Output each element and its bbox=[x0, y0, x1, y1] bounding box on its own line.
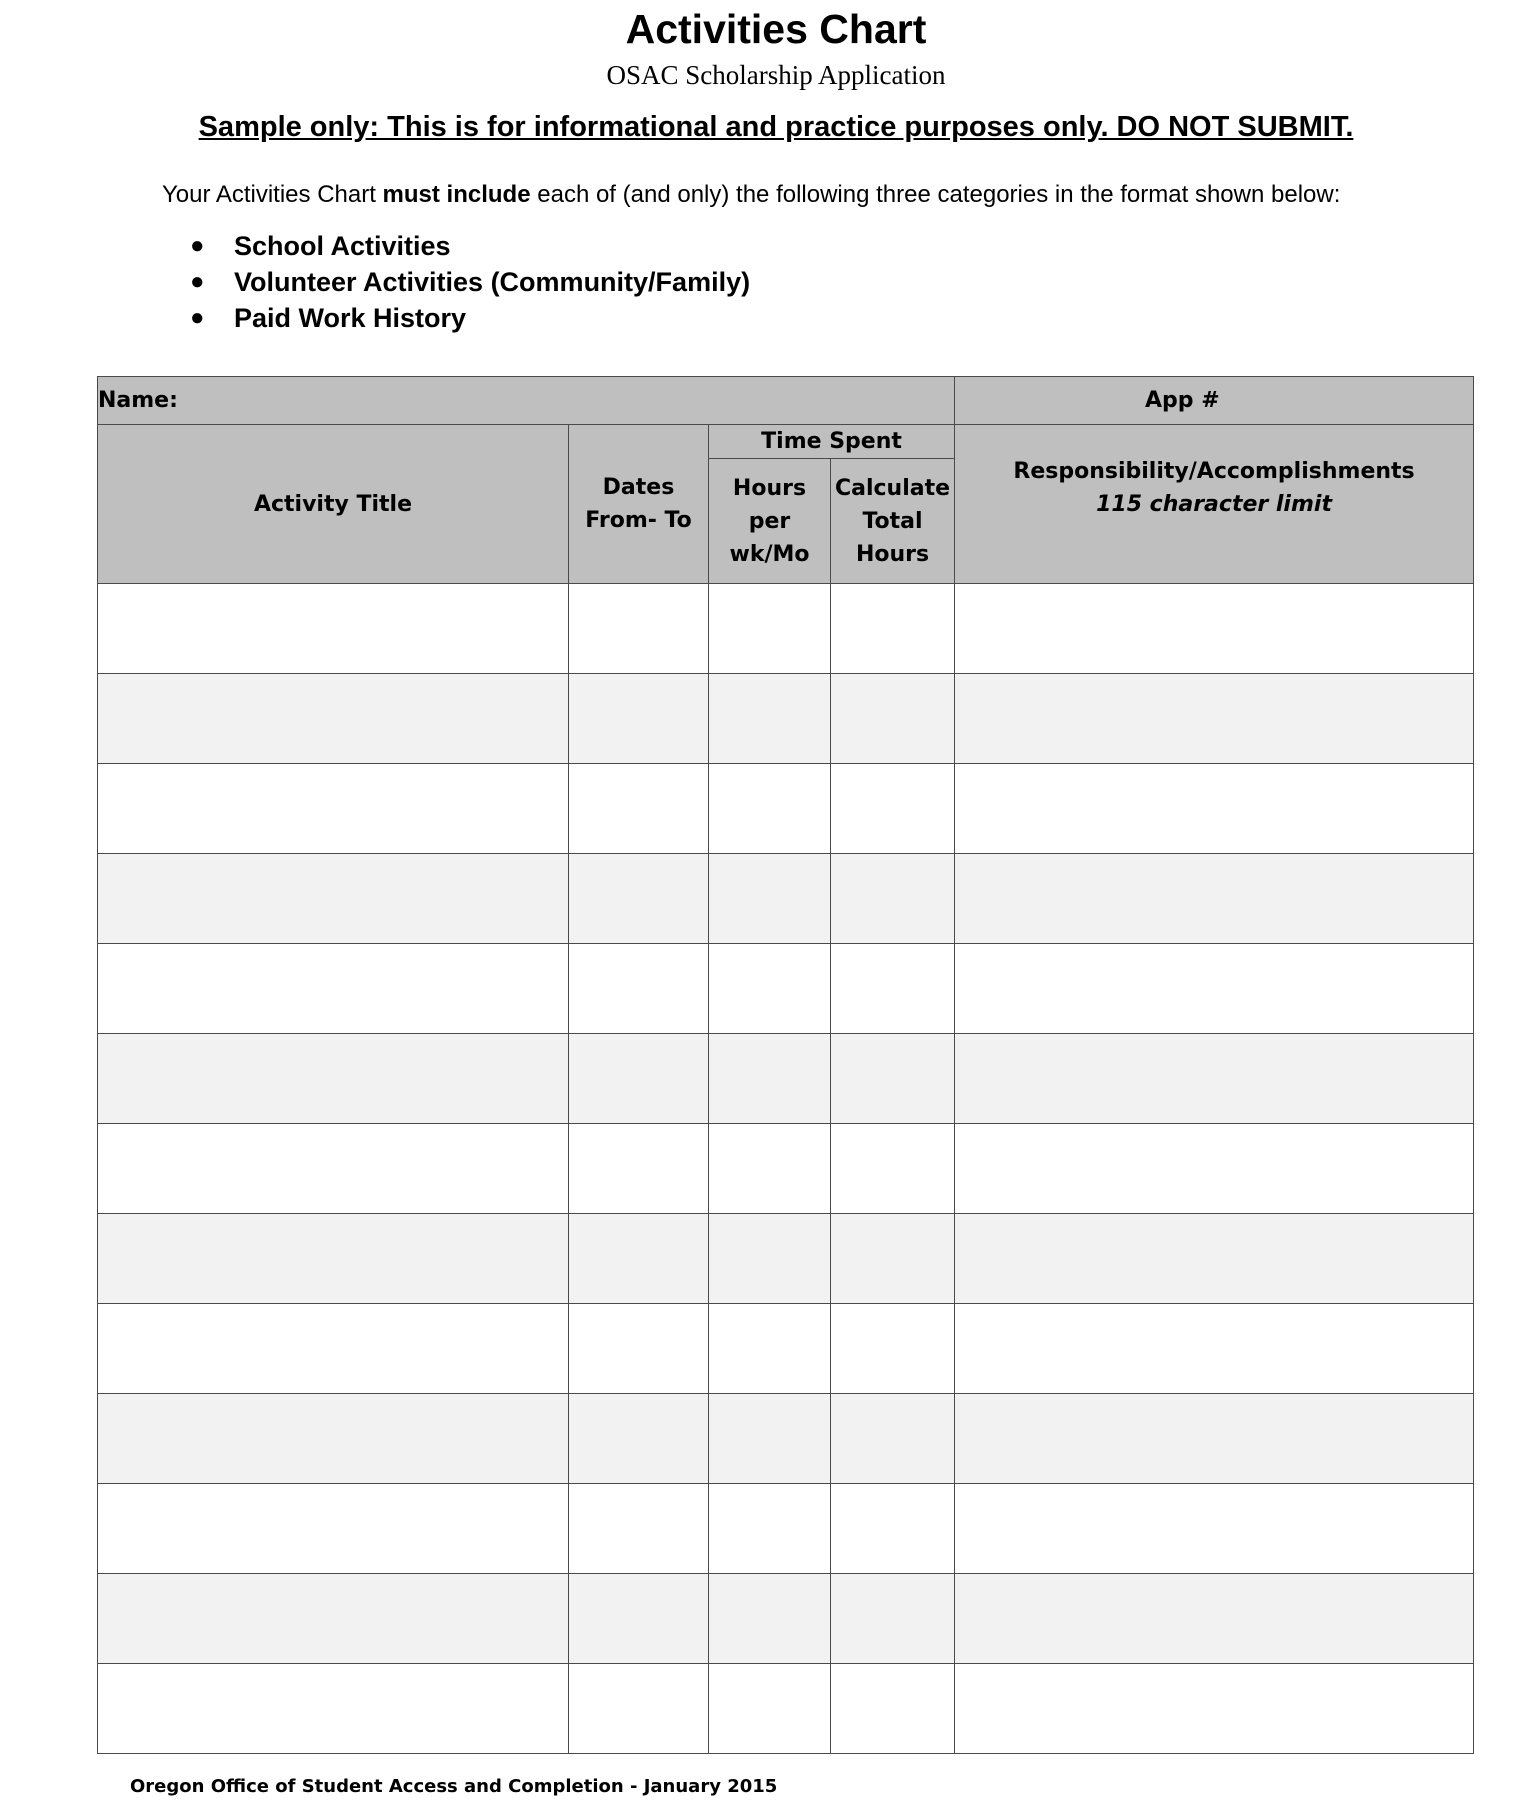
col-total-line3: Hours bbox=[855, 541, 930, 567]
hours-cell[interactable] bbox=[709, 1124, 831, 1214]
responsibility-cell[interactable] bbox=[955, 764, 1474, 854]
table-row bbox=[98, 1034, 1474, 1124]
col-time-spent: Time Spent bbox=[709, 425, 955, 459]
table-row bbox=[98, 1484, 1474, 1574]
activity-cell[interactable] bbox=[98, 674, 569, 764]
col-resp-note: 115 character limit bbox=[1096, 491, 1332, 517]
hours-cell[interactable] bbox=[709, 1214, 831, 1304]
hours-cell[interactable] bbox=[709, 584, 831, 674]
table-row bbox=[98, 944, 1474, 1034]
hours-cell[interactable] bbox=[709, 1664, 831, 1754]
col-total-hours bbox=[831, 459, 955, 584]
total-hours-cell[interactable] bbox=[831, 674, 955, 764]
category-label: Paid Work History bbox=[234, 303, 467, 333]
hours-cell[interactable] bbox=[709, 854, 831, 944]
total-hours-cell[interactable] bbox=[831, 1304, 955, 1394]
col-dates bbox=[569, 425, 709, 584]
table-row bbox=[98, 1394, 1474, 1484]
table-row bbox=[98, 1214, 1474, 1304]
total-hours-cell[interactable] bbox=[831, 1214, 955, 1304]
dates-cell[interactable] bbox=[569, 854, 709, 944]
responsibility-cell[interactable] bbox=[955, 1124, 1474, 1214]
activity-cell[interactable] bbox=[98, 1664, 569, 1754]
category-label: School Activities bbox=[234, 231, 451, 261]
table-row bbox=[98, 584, 1474, 674]
col-resp-label: Responsibility/Accomplishments bbox=[1013, 458, 1415, 484]
intro-after: each of (and only) the following three categories in the format shown below: bbox=[530, 181, 1341, 208]
activity-cell[interactable] bbox=[98, 1304, 569, 1394]
responsibility-cell[interactable] bbox=[955, 854, 1474, 944]
activity-cell[interactable] bbox=[98, 1034, 569, 1124]
activity-cell[interactable] bbox=[98, 1124, 569, 1214]
category-item bbox=[190, 228, 750, 264]
col-hours-line2: per bbox=[748, 508, 791, 534]
total-hours-cell[interactable] bbox=[831, 764, 955, 854]
table-body bbox=[98, 584, 1474, 1754]
bullet-icon: ● bbox=[190, 268, 205, 295]
activity-cell[interactable] bbox=[98, 944, 569, 1034]
hours-cell[interactable] bbox=[709, 1484, 831, 1574]
total-hours-cell[interactable] bbox=[831, 1484, 955, 1574]
hours-cell[interactable] bbox=[709, 944, 831, 1034]
footer-text: Oregon Office of Student Access and Completion - January 2015 bbox=[130, 1776, 778, 1797]
intro-emphasis: must include bbox=[382, 181, 531, 208]
dates-cell[interactable] bbox=[569, 1664, 709, 1754]
activity-cell[interactable] bbox=[98, 764, 569, 854]
dates-cell[interactable] bbox=[569, 1124, 709, 1214]
activity-cell[interactable] bbox=[98, 854, 569, 944]
intro-text bbox=[162, 181, 1340, 209]
total-hours-cell[interactable] bbox=[831, 854, 955, 944]
col-hours-line1: Hours bbox=[732, 475, 807, 501]
dates-cell[interactable] bbox=[569, 1214, 709, 1304]
col-total-line1: Calculate bbox=[834, 475, 951, 501]
category-item bbox=[190, 300, 750, 336]
hours-cell[interactable] bbox=[709, 1304, 831, 1394]
activities-table bbox=[97, 376, 1474, 1754]
dates-cell[interactable] bbox=[569, 944, 709, 1034]
col-dates-line2: From- To bbox=[585, 508, 692, 533]
dates-cell[interactable] bbox=[569, 1574, 709, 1664]
col-total-line2: Total bbox=[862, 508, 923, 534]
responsibility-cell[interactable] bbox=[955, 1394, 1474, 1484]
col-dates-line1: Dates bbox=[602, 475, 675, 500]
dates-cell[interactable] bbox=[569, 764, 709, 854]
dates-cell[interactable] bbox=[569, 1034, 709, 1124]
responsibility-cell[interactable] bbox=[955, 674, 1474, 764]
app-number-label: App # bbox=[1145, 388, 1220, 413]
category-label: Volunteer Activities (Community/Family) bbox=[234, 267, 751, 297]
responsibility-cell[interactable] bbox=[955, 1304, 1474, 1394]
dates-cell[interactable] bbox=[569, 1394, 709, 1484]
responsibility-cell[interactable] bbox=[955, 1214, 1474, 1304]
hours-cell[interactable] bbox=[709, 764, 831, 854]
responsibility-cell[interactable] bbox=[955, 1574, 1474, 1664]
col-hours-line3: wk/Mo bbox=[729, 541, 810, 567]
dates-cell[interactable] bbox=[569, 674, 709, 764]
responsibility-cell[interactable] bbox=[955, 584, 1474, 674]
col-hours-per bbox=[709, 459, 831, 584]
responsibility-cell[interactable] bbox=[955, 1034, 1474, 1124]
total-hours-cell[interactable] bbox=[831, 944, 955, 1034]
category-item bbox=[190, 264, 750, 300]
page-subtitle: OSAC Scholarship Application bbox=[606, 60, 946, 90]
dates-cell[interactable] bbox=[569, 584, 709, 674]
activity-cell[interactable] bbox=[98, 1214, 569, 1304]
table-row bbox=[98, 854, 1474, 944]
sample-warning: Sample only: This is for informational and practice purposes only. DO NOT SUBMIT. bbox=[198, 111, 1354, 143]
hours-cell[interactable] bbox=[709, 674, 831, 764]
activity-cell[interactable] bbox=[98, 1574, 569, 1664]
name-field[interactable]: Name: bbox=[98, 377, 955, 425]
responsibility-cell[interactable] bbox=[955, 1484, 1474, 1574]
table-row bbox=[98, 1664, 1474, 1754]
hours-cell[interactable] bbox=[709, 1394, 831, 1484]
total-hours-cell[interactable] bbox=[831, 584, 955, 674]
table-row bbox=[98, 764, 1474, 854]
hours-cell[interactable] bbox=[709, 1574, 831, 1664]
dates-cell[interactable] bbox=[569, 1304, 709, 1394]
page-title: Activities Chart bbox=[625, 6, 927, 52]
dates-cell[interactable] bbox=[569, 1484, 709, 1574]
category-list bbox=[190, 228, 750, 336]
bullet-icon: ● bbox=[190, 232, 205, 259]
name-row bbox=[98, 377, 1474, 425]
hours-cell[interactable] bbox=[709, 1034, 831, 1124]
header-row bbox=[98, 425, 1474, 459]
table-row bbox=[98, 1574, 1474, 1664]
table-row bbox=[98, 1124, 1474, 1214]
bullet-icon: ● bbox=[190, 304, 205, 331]
table-row bbox=[98, 674, 1474, 764]
total-hours-cell[interactable] bbox=[831, 1034, 955, 1124]
activity-cell[interactable] bbox=[98, 1484, 569, 1574]
responsibility-cell[interactable] bbox=[955, 944, 1474, 1034]
app-number-field[interactable] bbox=[955, 377, 1474, 425]
col-responsibility bbox=[955, 425, 1474, 584]
table-row bbox=[98, 1304, 1474, 1394]
total-hours-cell[interactable] bbox=[831, 1394, 955, 1484]
intro-before: Your Activities Chart bbox=[162, 181, 383, 208]
activity-cell[interactable] bbox=[98, 584, 569, 674]
total-hours-cell[interactable] bbox=[831, 1574, 955, 1664]
total-hours-cell[interactable] bbox=[831, 1664, 955, 1754]
activity-cell[interactable] bbox=[98, 1394, 569, 1484]
col-activity-title: Activity Title bbox=[98, 425, 569, 584]
total-hours-cell[interactable] bbox=[831, 1124, 955, 1214]
responsibility-cell[interactable] bbox=[955, 1664, 1474, 1754]
